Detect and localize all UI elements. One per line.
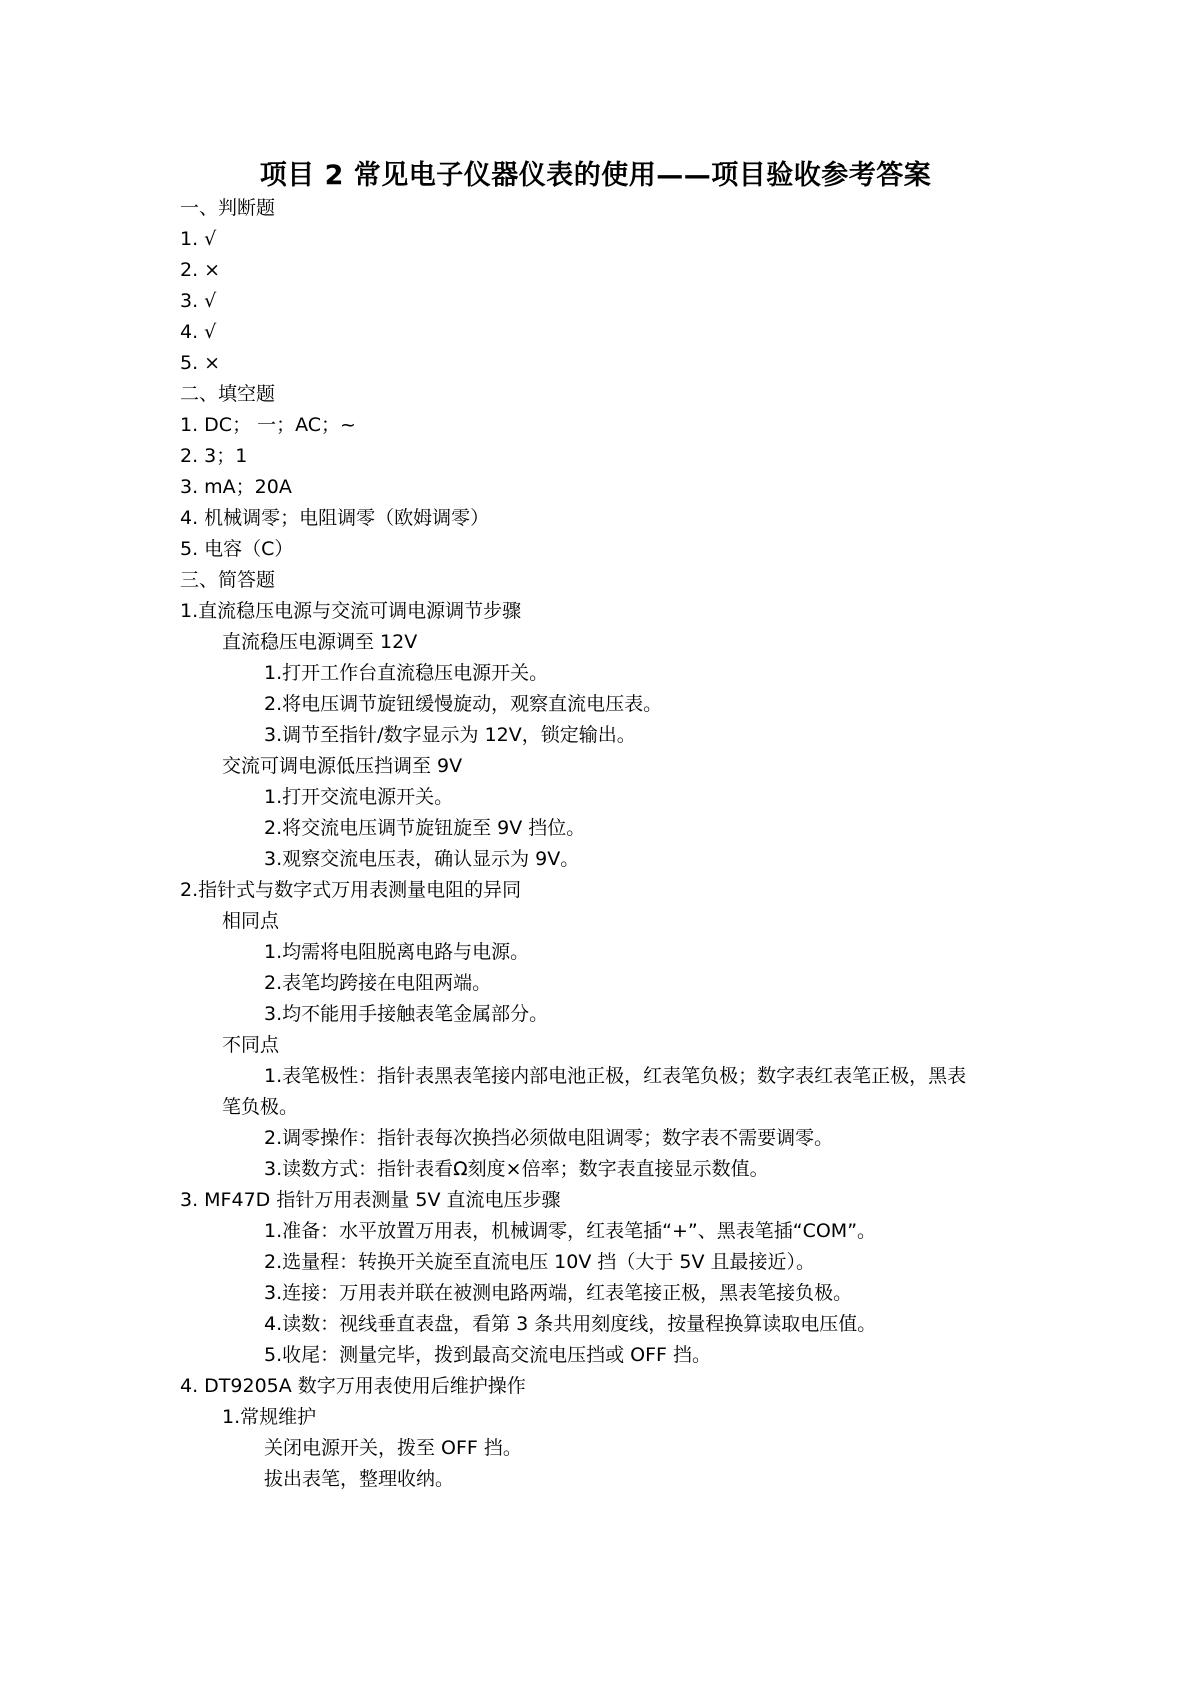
question-title: 1.直流稳压电源与交流可调电源调节步骤: [180, 600, 522, 622]
answer-item: 5. ×: [180, 352, 221, 374]
section-heading-short: 三、简答题: [180, 569, 276, 591]
step-item: 2.表笔均跨接在电阻两端。: [264, 972, 492, 994]
answer-item: 3. mA；20A: [180, 476, 292, 498]
step-item: 2.调零操作：指针表每次换挡必须做电阻调零；数字表不需要调零。: [264, 1127, 834, 1149]
step-item: 3.连接：万用表并联在被测电路两端，红表笔接正极，黑表笔接负极。: [264, 1282, 853, 1304]
step-item: 5.收尾：测量完毕，拨到最高交流电压挡或 OFF 挡。: [264, 1344, 712, 1366]
answer-item: 5. 电容（C）: [180, 538, 294, 560]
sub-heading: 1.常规维护: [222, 1406, 317, 1428]
step-item: 3.观察交流电压表，确认显示为 9V。: [264, 848, 580, 870]
sub-heading: 直流稳压电源调至 12V: [222, 631, 418, 653]
answer-item: 1. √: [180, 228, 217, 250]
step-item: 1.打开工作台直流稳压电源开关。: [264, 662, 549, 684]
section-heading-fill: 二、填空题: [180, 383, 276, 405]
question-title: 4. DT9205A 数字万用表使用后维护操作: [180, 1375, 526, 1397]
step-item: 拔出表笔，整理收纳。: [264, 1468, 455, 1490]
answer-item: 2. 3；1: [180, 445, 248, 467]
step-item: 关闭电源开关，拨至 OFF 挡。: [264, 1437, 522, 1459]
answer-item: 3. √: [180, 290, 217, 312]
answer-item: 4. √: [180, 321, 217, 343]
step-item: 2.将电压调节旋钮缓慢旋动，观察直流电压表。: [264, 693, 663, 715]
question-title: 3. MF47D 指针万用表测量 5V 直流电压步骤: [180, 1189, 561, 1211]
sub-heading: 不同点: [222, 1034, 280, 1056]
answer-item: 4. 机械调零；电阻调零（欧姆调零）: [180, 507, 490, 529]
step-item: 2.将交流电压调节旋钮旋至 9V 挡位。: [264, 817, 586, 839]
step-item: 4.读数：视线垂直表盘，看第 3 条共用刻度线，按量程换算读取电压值。: [264, 1313, 877, 1335]
sub-heading: 相同点: [222, 910, 280, 932]
step-item: 3.均不能用手接触表笔金属部分。: [264, 1003, 549, 1025]
sub-heading: 交流可调电源低压挡调至 9V: [222, 755, 463, 777]
step-item: 1.表笔极性：指针表黑表笔接内部电池正极，红表笔负极；数字表红表笔正极，黑表笔负极。: [222, 1065, 967, 1118]
document-title: 项目 2 常见电子仪器仪表的使用——项目验收参考答案: [259, 160, 932, 191]
step-item: 2.选量程：转换开关旋至直流电压 10V 挡（大于 5V 且最接近）。: [264, 1251, 816, 1273]
question-title: 2.指针式与数字式万用表测量电阻的异同: [180, 879, 522, 901]
step-item: 1.打开交流电源开关。: [264, 786, 454, 808]
section-heading-judge: 一、判断题: [180, 197, 276, 219]
step-item: 3.调节至指针/数字显示为 12V，锁定输出。: [264, 724, 636, 746]
step-item: 3.读数方式：指针表看Ω刻度×倍率；数字表直接显示数值。: [264, 1158, 769, 1180]
step-item: 1.均需将电阻脱离电路与电源。: [264, 941, 530, 963]
answer-item: 1. DC； 一；AC；~: [180, 414, 356, 436]
step-item: 1.准备：水平放置万用表，机械调零，红表笔插“+”、黑表笔插“COM”。: [264, 1220, 877, 1242]
answer-item: 2. ×: [180, 259, 221, 281]
